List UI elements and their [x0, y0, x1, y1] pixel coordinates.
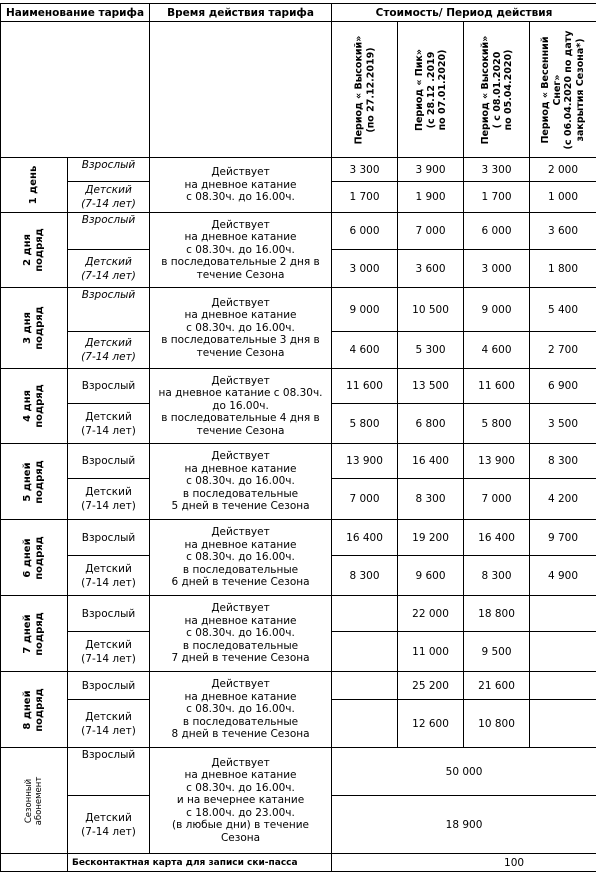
- text-line: с 08.30ч. до 16.00ч.: [186, 475, 295, 488]
- price-cell: [530, 632, 596, 672]
- text-line: ( с 08.01.2020: [490, 51, 502, 128]
- text-line: течение Сезона: [196, 424, 285, 437]
- price-cell: 5 800: [464, 404, 530, 444]
- adult-label: Взрослый: [68, 444, 150, 479]
- season-group-label: [1, 748, 68, 854]
- tariff-group-label: [1, 444, 68, 520]
- price-cell: [530, 700, 596, 748]
- text-line: (7-14 лет): [81, 500, 136, 512]
- footer-row: [1, 854, 596, 872]
- group-text: [22, 228, 46, 272]
- text-line: Детский: [85, 184, 132, 196]
- price-cell: 13 500: [398, 369, 464, 404]
- period-header-1: [332, 22, 398, 158]
- card-price: [332, 854, 596, 872]
- price-cell: 8 300: [530, 444, 596, 479]
- price-cell: 3 900: [398, 158, 464, 182]
- text-line: и на вечернее катание: [176, 794, 305, 807]
- price-cell: 1 700: [332, 182, 398, 213]
- group-text: [22, 612, 46, 656]
- price-cell: 5 800: [332, 404, 398, 444]
- text-line: 6 дней: [22, 537, 33, 578]
- header-blank-2: [150, 22, 332, 158]
- season-description: [150, 748, 332, 854]
- text-line: Действует: [211, 218, 270, 231]
- price-cell: 3 300: [464, 158, 530, 182]
- tariff-row-adult: [1, 520, 596, 556]
- text-line: 2 дня: [22, 234, 33, 266]
- text-line: Детский: [85, 337, 132, 349]
- text-line: Действует: [211, 602, 270, 615]
- tariff-group-label: [1, 369, 68, 444]
- price-cell: [332, 672, 398, 700]
- adult-label: Взрослый: [68, 596, 150, 632]
- tariff-description: [150, 288, 332, 369]
- price-cell: 1 000: [530, 182, 596, 213]
- price-cell: 7 000: [332, 479, 398, 520]
- price-cell: 19 200: [398, 520, 464, 556]
- tariff-description: [150, 672, 332, 748]
- price-cell: 3 600: [530, 213, 596, 250]
- text-line: Действует: [211, 450, 270, 463]
- text-line: с 18.00ч. до 23.00ч.: [186, 806, 295, 819]
- price-cell: 3 300: [332, 158, 398, 182]
- text-line: Период « Пик»: [413, 48, 425, 131]
- price-cell: 25 200: [398, 672, 464, 700]
- text-line: (7-14 лет): [81, 269, 136, 282]
- period-label: [479, 35, 514, 144]
- text-line: течение Сезона: [196, 268, 285, 281]
- price-cell: [530, 672, 596, 700]
- price-cell: 11 000: [398, 632, 464, 672]
- price-cell: 8 300: [398, 479, 464, 520]
- price-cell: 3 000: [464, 250, 530, 288]
- tariff-group-label: [1, 520, 68, 596]
- price-cell: 2 700: [530, 332, 596, 369]
- price-cell: 1 800: [530, 250, 596, 288]
- tariff-group-label: [1, 596, 68, 672]
- text-line: в последовательные 4 дня в: [161, 412, 320, 425]
- text-line: течение Сезона: [196, 346, 285, 359]
- text-line: 4 дня: [22, 390, 33, 422]
- text-line: Действует: [211, 678, 270, 691]
- header-time: Время действия тарифа: [150, 4, 332, 22]
- text-line: 5 дней: [22, 461, 33, 502]
- text-line: 8 дней: [22, 689, 33, 730]
- tariff-group-label: [1, 158, 68, 213]
- text-line: Период « Высокий»: [353, 35, 365, 144]
- text-line: Детский: [85, 710, 132, 723]
- text-line: Снег»: [551, 73, 563, 106]
- text-line: по 05.04.2020): [502, 49, 514, 130]
- period-header-4: [530, 22, 596, 158]
- price-cell: 2 000: [530, 158, 596, 182]
- text-line: на дневное катание: [184, 178, 297, 191]
- price-cell: 8 300: [332, 556, 398, 596]
- tariff-description: [150, 520, 332, 596]
- season-adult-price: 50 000: [332, 748, 596, 796]
- adult-label: Взрослый: [68, 369, 150, 404]
- tariff-row-adult: [1, 288, 596, 332]
- price-cell: 9 600: [398, 556, 464, 596]
- text-line: с 08.30ч. до 16.00ч.: [186, 703, 295, 716]
- text-line: на дневное катание: [184, 231, 297, 244]
- text-line: подряд: [34, 228, 45, 272]
- group-text: [22, 688, 46, 732]
- text-line: Период « Весенний: [540, 36, 552, 144]
- header-cost: Стоимость/ Период действия: [332, 4, 596, 22]
- price-cell: 22 000: [398, 596, 464, 632]
- text-line: (с 28.12 .2019: [424, 51, 436, 128]
- tariff-row-adult: [1, 369, 596, 404]
- text-line: Сезона: [220, 831, 261, 844]
- group-text: [22, 460, 46, 504]
- text-line: на дневное катание: [184, 462, 297, 475]
- price-cell: 11 600: [464, 369, 530, 404]
- group-text: [22, 306, 46, 350]
- text-line: абонемент: [34, 776, 44, 825]
- price-cell: 3 000: [332, 250, 398, 288]
- price-cell: 5 300: [398, 332, 464, 369]
- text-line: (7-14 лет): [81, 652, 136, 665]
- text-line: по 07.01.2020): [436, 49, 448, 130]
- tariff-row-adult: [1, 158, 596, 182]
- price-cell: [332, 700, 398, 748]
- text-line: с 08.30ч. до 16.00ч.: [186, 551, 295, 564]
- text-line: Детский: [85, 562, 132, 575]
- footer-blank: [1, 854, 68, 872]
- tariff-description: [150, 444, 332, 520]
- tariff-description: [150, 158, 332, 213]
- tariff-table: [0, 3, 596, 872]
- text-line: 8 дней в течение Сезона: [171, 728, 310, 741]
- period-header-2: [398, 22, 464, 158]
- text-line: 3 дня: [22, 312, 33, 344]
- header-blank-1: [1, 22, 150, 158]
- adult-label: Взрослый: [68, 672, 150, 700]
- price-cell: 6 900: [530, 369, 596, 404]
- adult-label: Взрослый: [68, 520, 150, 556]
- text-line: на дневное катание: [184, 538, 297, 551]
- text-line: на дневное катание: [184, 614, 297, 627]
- text-line: (7-14 лет): [81, 198, 136, 210]
- text-line: в последовательные: [182, 715, 299, 728]
- text-line: 6 дней в течение Сезона: [171, 576, 310, 589]
- text-line: 7 дней: [22, 613, 33, 654]
- period-header-3: [464, 22, 530, 158]
- text-line: подряд: [34, 459, 45, 504]
- text-line: до 16.00ч.: [212, 399, 269, 412]
- text-line: (7-14 лет): [81, 424, 136, 437]
- price-cell: 9 000: [464, 288, 530, 332]
- text-line: Детский: [85, 486, 132, 498]
- text-line: в последовательные 2 дня в: [161, 256, 320, 269]
- price-cell: 10 500: [398, 288, 464, 332]
- text-line: подряд: [34, 687, 45, 732]
- price-cell: 9 000: [332, 288, 398, 332]
- text-line: закрытия Сезона*): [574, 37, 586, 142]
- price-cell: 5 400: [530, 288, 596, 332]
- price-cell: 12 600: [398, 700, 464, 748]
- child-label: [68, 250, 150, 288]
- tariff-row-adult: [1, 444, 596, 479]
- card-price-value: 100: [504, 856, 525, 869]
- tariff-group-label: [1, 213, 68, 288]
- price-cell: 4 200: [530, 479, 596, 520]
- text-line: с 08.30ч. до 16.00ч.: [186, 243, 295, 256]
- price-cell: 16 400: [398, 444, 464, 479]
- group-text: [22, 384, 46, 428]
- text-line: на дневное катание: [184, 309, 297, 322]
- group-text: [24, 776, 44, 825]
- text-line: (7-14 лет): [81, 825, 136, 838]
- price-cell: 9 500: [464, 632, 530, 672]
- price-cell: 3 600: [398, 250, 464, 288]
- tariff-row-adult: [1, 672, 596, 700]
- price-cell: 1 700: [464, 182, 530, 213]
- price-cell: 1 900: [398, 182, 464, 213]
- adult-label: Взрослый: [68, 288, 150, 332]
- text-line: Действует: [211, 296, 270, 309]
- text-line: (с 06.04.2020 по дату: [563, 30, 575, 149]
- text-line: Детский: [85, 811, 132, 824]
- text-line: с 08.30ч. до 16.00ч.: [186, 191, 295, 204]
- price-cell: 11 600: [332, 369, 398, 404]
- text-line: (7-14 лет): [81, 351, 136, 363]
- text-line: Действует: [211, 166, 270, 179]
- adult-label: Взрослый: [68, 158, 150, 182]
- tariff-description: [150, 369, 332, 444]
- child-label: [68, 404, 150, 444]
- period-label: [413, 49, 448, 131]
- price-cell: 9 700: [530, 520, 596, 556]
- season-child-price: 18 900: [332, 796, 596, 854]
- price-cell: 13 900: [464, 444, 530, 479]
- price-cell: [530, 596, 596, 632]
- text-line: Сезонный: [24, 778, 34, 823]
- season-row-adult: [1, 748, 596, 796]
- price-cell: 6 800: [398, 404, 464, 444]
- price-cell: 21 600: [464, 672, 530, 700]
- price-cell: 18 800: [464, 596, 530, 632]
- text-line: 7 дней в течение Сезона: [171, 652, 310, 665]
- price-cell: 16 400: [464, 520, 530, 556]
- child-label: [68, 182, 150, 213]
- text-line: Действует: [211, 526, 270, 539]
- text-line: на дневное катание: [184, 690, 297, 703]
- adult-label: Взрослый: [68, 748, 150, 796]
- price-cell: 4 600: [464, 332, 530, 369]
- text-line: (в любые дни) в течение: [171, 819, 310, 832]
- tariff-description: [150, 596, 332, 672]
- text-line: Детский: [85, 638, 132, 651]
- group-text: [22, 536, 46, 580]
- period-label: [353, 35, 376, 144]
- text-line: 1 день: [28, 165, 39, 205]
- text-line: с 08.30ч. до 16.00ч.: [186, 321, 295, 334]
- period-label: [540, 30, 586, 149]
- tariff-row-adult: [1, 596, 596, 632]
- text-line: на дневное катание с 08.30ч.: [158, 387, 323, 400]
- child-label: [68, 332, 150, 369]
- text-line: (7-14 лет): [81, 576, 136, 589]
- text-line: в последовательные: [182, 639, 299, 652]
- child-label: [68, 796, 150, 854]
- tariff-row-adult: [1, 213, 596, 250]
- price-cell: 6 000: [332, 213, 398, 250]
- text-line: подряд: [34, 384, 45, 428]
- text-line: (по 27.12.2019): [364, 46, 376, 133]
- price-cell: 13 900: [332, 444, 398, 479]
- text-line: Действует: [211, 374, 270, 387]
- text-line: в последовательные: [182, 487, 299, 500]
- tariff-group-label: [1, 288, 68, 369]
- text-line: Период « Высокий»: [479, 35, 491, 144]
- text-line: 5 дней в течение Сезона: [171, 500, 310, 513]
- price-cell: 16 400: [332, 520, 398, 556]
- header-tariff-name: Наименование тарифа: [1, 4, 150, 22]
- text-line: Детский: [85, 255, 132, 268]
- child-label: [68, 700, 150, 748]
- price-cell: 6 000: [464, 213, 530, 250]
- text-line: на дневное катание: [184, 769, 297, 782]
- group-text: [28, 166, 40, 205]
- tariff-description: [150, 213, 332, 288]
- child-label: [68, 479, 150, 520]
- tariff-group-label: [1, 672, 68, 748]
- price-cell: 7 000: [464, 479, 530, 520]
- text-line: подряд: [34, 306, 45, 350]
- text-line: подряд: [34, 535, 45, 580]
- text-line: с 08.30ч. до 16.00ч.: [186, 781, 295, 794]
- price-cell: 4 600: [332, 332, 398, 369]
- text-line: подряд: [34, 611, 45, 656]
- card-label: Бесконтактная карта для записи ски-пасса: [68, 854, 332, 872]
- text-line: в последовательные: [182, 563, 299, 576]
- adult-label: Взрослый: [68, 213, 150, 250]
- price-cell: [332, 632, 398, 672]
- text-line: (7-14 лет): [81, 724, 136, 737]
- price-cell: 7 000: [398, 213, 464, 250]
- price-cell: 3 500: [530, 404, 596, 444]
- text-line: Детский: [85, 410, 132, 423]
- price-cell: [332, 596, 398, 632]
- text-line: Действует: [211, 756, 270, 769]
- price-cell: 10 800: [464, 700, 530, 748]
- child-label: [68, 556, 150, 596]
- text-line: в последовательные 3 дня в: [161, 334, 320, 347]
- child-label: [68, 632, 150, 672]
- price-cell: 8 300: [464, 556, 530, 596]
- text-line: с 08.30ч. до 16.00ч.: [186, 627, 295, 640]
- price-cell: 4 900: [530, 556, 596, 596]
